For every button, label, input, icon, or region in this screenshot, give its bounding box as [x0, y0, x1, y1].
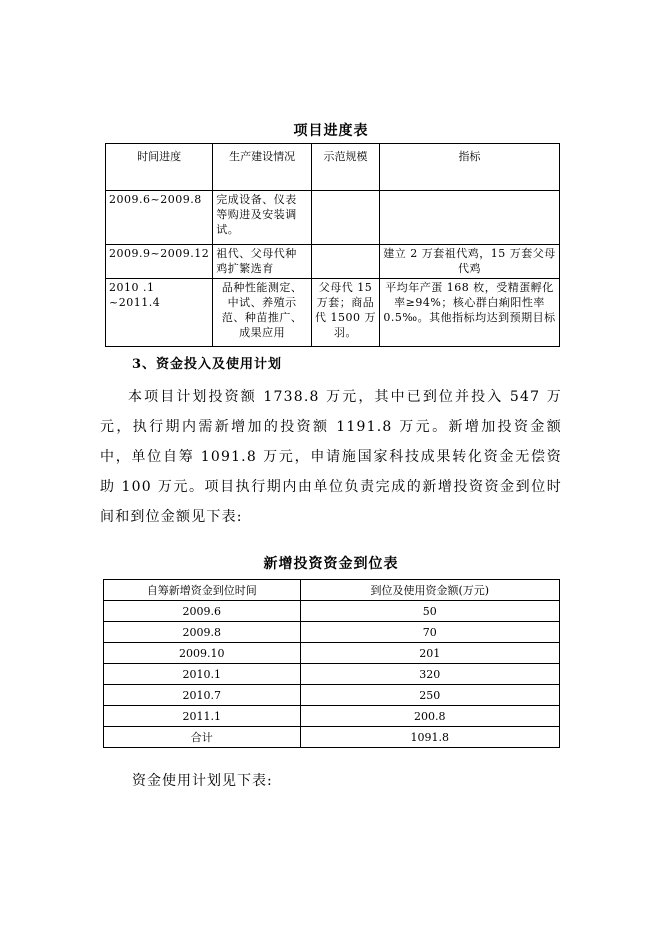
table-cell: 70 — [300, 622, 559, 643]
table-row — [104, 601, 560, 622]
table-cell: 2009.6~2009.8 — [106, 191, 213, 245]
table-cell: 2009.6 — [104, 601, 301, 622]
table-header-row — [106, 144, 560, 191]
table-header-row — [104, 580, 560, 601]
table-row — [104, 706, 560, 727]
table-row — [104, 685, 560, 706]
paragraph-text: 本项目计划投资额 1738.8 万元，其中已到位并投入 547 万元，执行期内需新增加的投资额 1191.8 万元。新增加投资金额中，单位自筹 1091.8 万元，申请施国家科技成果转化资金无偿资助 100 万元。项目执行期内由单位负责完成的新增投资资金到位时间和到位金额见下表: — [100, 389, 562, 525]
funding-table — [103, 579, 560, 748]
table-cell: 200.8 — [300, 706, 559, 727]
section-heading: 3、资金投入及使用计划 — [132, 357, 283, 372]
table-cell: 完成设备、仪表等购进及安装调试。 — [213, 191, 312, 245]
progress-table-title: 项目进度表 — [293, 123, 369, 139]
table-cell — [380, 191, 560, 245]
table-cell: 2010.1 — [104, 664, 301, 685]
table-header: 时间进度 — [106, 144, 213, 191]
table-cell — [312, 191, 380, 245]
table-row — [104, 664, 560, 685]
table-row — [104, 622, 560, 643]
table-row — [106, 245, 560, 279]
table-cell: 祖代、父母代种鸡扩繁选育 — [213, 245, 312, 279]
body-paragraph — [100, 382, 562, 532]
table-cell: 建立 2 万套祖代鸡，15 万套父母代鸡 — [380, 245, 560, 279]
table-cell: 2011.1 — [104, 706, 301, 727]
table-row — [104, 643, 560, 664]
funding-table-title: 新增投资资金到位表 — [263, 556, 399, 572]
table-cell: 2010 .1 ~2011.4 — [106, 279, 213, 347]
table-cell: 201 — [300, 643, 559, 664]
table-total-row — [104, 727, 560, 748]
table-cell: 50 — [300, 601, 559, 622]
table-header: 指标 — [380, 144, 560, 191]
progress-table — [105, 143, 560, 347]
table-cell: 1091.8 — [300, 727, 559, 748]
table-cell: 父母代 15 万套；商品代 1500 万羽。 — [312, 279, 380, 347]
table-cell — [312, 245, 380, 279]
table-header: 示范规模 — [312, 144, 380, 191]
table-cell: 品种性能测定、中试、养殖示范、种苗推广、成果应用 — [213, 279, 312, 347]
table-header: 自筹新增资金到位时间 — [104, 580, 301, 601]
table-row — [106, 279, 560, 347]
table-cell: 2009.10 — [104, 643, 301, 664]
table-header: 到位及使用资金额(万元) — [300, 580, 559, 601]
table-header: 生产建设情况 — [213, 144, 312, 191]
table-cell: 250 — [300, 685, 559, 706]
table-cell: 2010.7 — [104, 685, 301, 706]
table-cell: 2009.8 — [104, 622, 301, 643]
table-cell: 320 — [300, 664, 559, 685]
table-cell: 2009.9~2009.12 — [106, 245, 213, 279]
table-cell: 合计 — [104, 727, 301, 748]
table-row — [106, 191, 560, 245]
closing-text: 资金使用计划见下表: — [132, 773, 273, 789]
table-cell: 平均年产蛋 168 枚，受精蛋孵化率≥94%；核心群白痢阳性率 0.5‰。其他指标均达到预期目标 — [380, 279, 560, 347]
